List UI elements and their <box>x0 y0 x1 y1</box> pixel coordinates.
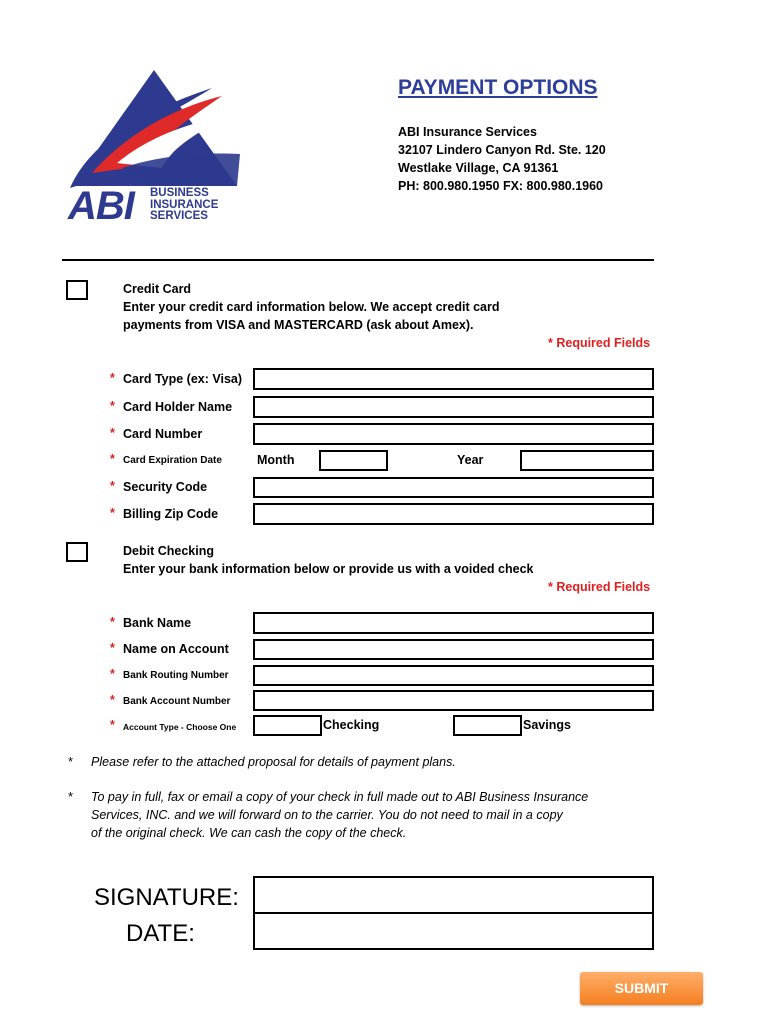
debit-heading: Debit Checking <box>123 544 214 558</box>
name-on-account-label: Name on Account <box>123 642 229 656</box>
bank-account-input[interactable] <box>253 690 654 711</box>
required-marker: * <box>110 452 115 466</box>
card-type-label: Card Type (ex: Visa) <box>123 372 243 386</box>
bank-routing-label: Bank Routing Number <box>123 670 229 681</box>
date-input[interactable] <box>253 912 654 950</box>
expiration-year-input[interactable] <box>520 450 654 471</box>
security-code-label: Security Code <box>123 480 208 494</box>
page-title: PAYMENT OPTIONS <box>398 76 598 99</box>
card-type-input[interactable] <box>253 368 654 390</box>
logo-line1: BUSINESS <box>150 187 209 199</box>
bank-name-label: Bank Name <box>123 616 192 630</box>
required-marker: * <box>110 479 115 493</box>
note-pay-in-full-line2: Services, INC. and we will forward on to the carrier. You do not need to mail in a copy <box>91 808 563 822</box>
header-divider <box>62 259 654 261</box>
required-marker: * <box>110 641 115 655</box>
company-city: Westlake Village, CA 91361 <box>398 161 559 175</box>
submit-button[interactable]: SUBMIT <box>580 972 703 1005</box>
required-marker: * <box>110 371 115 385</box>
card-number-label: Card Number <box>123 427 203 441</box>
required-marker: * <box>110 615 115 629</box>
note-pay-in-full <box>91 788 588 842</box>
security-code-input[interactable] <box>253 477 654 498</box>
card-holder-input[interactable] <box>253 396 654 418</box>
expiration-month-input[interactable] <box>319 450 388 471</box>
credit-required-note: * Required Fields <box>548 336 651 350</box>
logo-line2: INSURANCE <box>150 198 219 211</box>
billing-zip-label: Billing Zip Code <box>123 507 219 521</box>
required-marker: * <box>110 693 115 707</box>
card-expiration-label: Card Expiration Date <box>123 455 222 466</box>
required-marker: * <box>110 506 115 520</box>
name-on-account-input[interactable] <box>253 639 654 660</box>
savings-option-box[interactable] <box>453 715 522 736</box>
debit-required-note: * Required Fields <box>548 580 651 594</box>
checking-option-label: Checking <box>323 718 380 732</box>
signature-label: SIGNATURE: <box>94 884 239 911</box>
signature-input[interactable] <box>253 876 654 914</box>
note-bullet: * <box>68 754 74 769</box>
savings-option-label: Savings <box>523 718 571 732</box>
credit-card-desc-2: payments from VISA and MASTERCARD (ask about Amex). <box>123 318 474 332</box>
note-payment-plans: Please refer to the attached proposal for details of payment plans. <box>91 755 456 769</box>
checking-option-box[interactable] <box>253 715 322 736</box>
company-name: ABI Insurance Services <box>398 125 537 139</box>
logo-wordmark: ABI <box>68 184 134 228</box>
date-label: DATE: <box>126 920 195 947</box>
card-number-input[interactable] <box>253 423 654 445</box>
account-type-label: Account Type - Choose One <box>123 722 237 732</box>
bank-name-input[interactable] <box>253 612 654 634</box>
bank-account-label: Bank Account Number <box>123 696 231 707</box>
credit-card-heading: Credit Card <box>123 282 192 296</box>
logo-line3: SERVICES <box>150 210 208 222</box>
logo-tagline <box>150 188 218 223</box>
required-marker: * <box>110 426 115 440</box>
required-marker: * <box>110 718 115 732</box>
debit-desc: Enter your bank information below or provide us with a voided check <box>123 562 534 576</box>
credit-card-checkbox[interactable] <box>66 280 88 300</box>
note-pay-in-full-line1: To pay in full, fax or email a copy of your check in full made out to ABI Business Insurance <box>91 790 589 804</box>
required-marker: * <box>110 667 115 681</box>
note-pay-in-full-line3: of the original check. We can cash the copy of the check. <box>91 826 407 840</box>
expiration-month-label: Month <box>257 453 295 467</box>
note-bullet: * <box>68 789 74 804</box>
credit-card-desc-1: Enter your credit card information below. We accept credit card <box>123 300 500 314</box>
company-address <box>398 123 606 195</box>
card-holder-label: Card Holder Name <box>123 400 233 414</box>
abi-logo <box>62 68 242 228</box>
company-phone: PH: 800.980.1950 FX: 800.980.1960 <box>398 179 604 193</box>
debit-checking-checkbox[interactable] <box>66 542 88 562</box>
bank-routing-input[interactable] <box>253 665 654 686</box>
company-street: 32107 Lindero Canyon Rd. Ste. 120 <box>398 143 606 157</box>
expiration-year-label: Year <box>457 453 484 467</box>
billing-zip-input[interactable] <box>253 503 654 525</box>
required-marker: * <box>110 399 115 413</box>
